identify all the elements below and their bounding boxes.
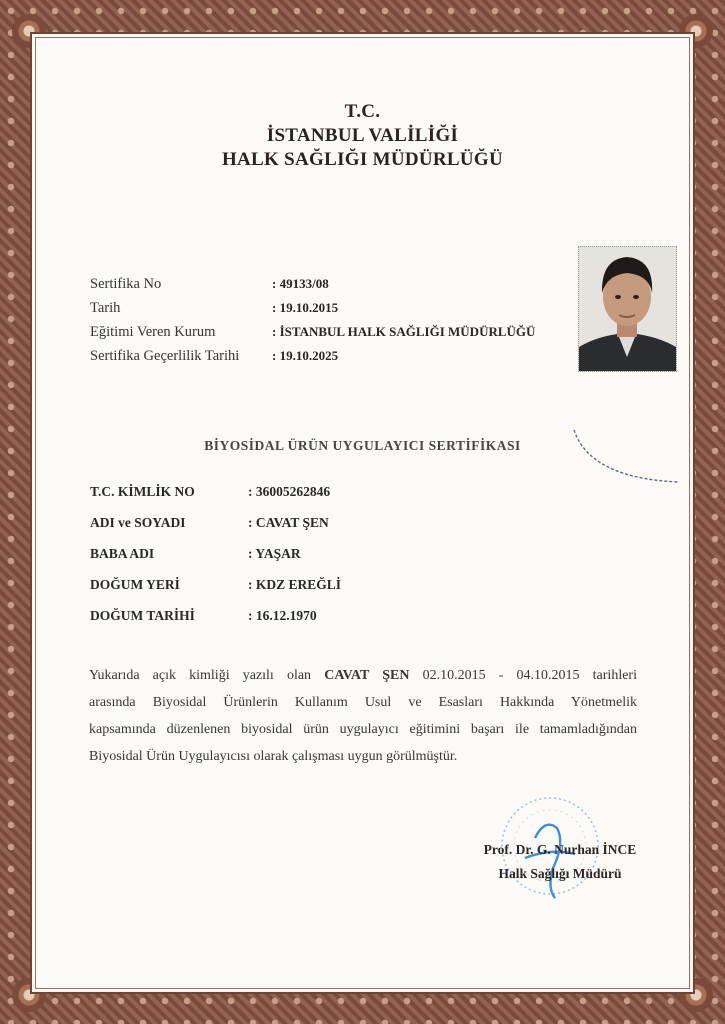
portrait-icon	[579, 247, 676, 371]
holder-name: CAVAT ŞEN	[324, 668, 410, 683]
person-value: : CAVAT ŞEN	[248, 515, 329, 530]
meta-label: Eğitimi Veren Kurum	[90, 324, 216, 340]
statement-line-4: Biyosidal Ürün Uygulayıcısı olarak çalışması uygun görülmüştür.	[89, 749, 458, 764]
person-value: : KDZ EREĞLİ	[248, 577, 342, 592]
person-label: DOĞUM YERİ	[90, 577, 180, 592]
person-value: : YAŞAR	[248, 546, 301, 561]
statement-text: Yukarıda açık kimliği yazılı olan	[89, 668, 312, 683]
holder-photo	[578, 246, 677, 372]
person-label: DOĞUM TARİHİ	[90, 608, 195, 623]
issuer-header	[0, 100, 725, 172]
person-value: : 36005262846	[248, 484, 331, 499]
header-line-3: HALK SAĞLIĞI MÜDÜRLÜĞÜ	[221, 149, 504, 170]
certification-statement	[89, 662, 637, 770]
meta-label: Sertifika No	[90, 276, 162, 292]
statement-line-2: arasında Biyosidal Ürünlerin Kullanım Usul ve Esasları Hakkında Yönetmelik	[89, 695, 637, 710]
statement-line-1	[89, 662, 637, 689]
meta-label: Sertifika Geçerlilik Tarihi	[90, 348, 240, 364]
person-label: ADI ve SOYADI	[90, 515, 186, 530]
statement-line-3: kapsamında düzenlenen biyosidal ürün uygulayıcı eğitimini başarı ile tamamladığından	[89, 722, 637, 737]
certificate-title: BİYOSİDAL ÜRÜN UYGULAYICI SERTİFİKASI	[204, 438, 521, 453]
signatory	[465, 838, 655, 886]
meta-value: : İSTANBUL HALK SAĞLIĞI MÜDÜRLÜĞÜ	[272, 324, 536, 339]
header-line-2: İSTANBUL VALİLİĞİ	[266, 125, 459, 146]
person-label: T.C. KİMLİK NO	[90, 484, 195, 499]
meta-label: Tarih	[90, 300, 121, 316]
header-line-1: T.C.	[344, 101, 381, 122]
statement-text: 02.10.2015 - 04.10.2015 tarihleri	[422, 668, 637, 683]
signatory-name: Prof. Dr. G. Nurhan İNCE	[483, 842, 637, 857]
meta-value: : 19.10.2025	[272, 348, 339, 363]
stamp-edge-icon	[560, 408, 690, 488]
meta-value: : 19.10.2015	[272, 300, 339, 315]
signatory-title: Halk Sağlığı Müdürü	[498, 866, 622, 881]
meta-value: : 49133/08	[272, 276, 329, 291]
person-value: : 16.12.1970	[248, 608, 317, 623]
person-label: BABA ADI	[90, 546, 155, 561]
